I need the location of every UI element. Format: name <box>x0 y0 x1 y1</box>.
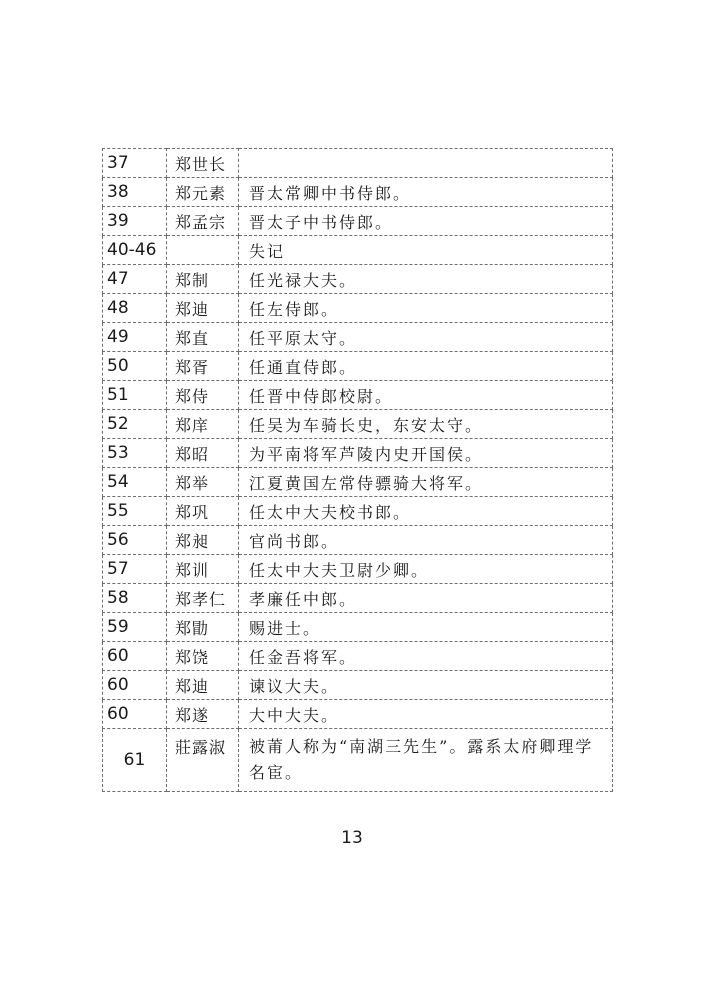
generation-cell: 60 <box>103 671 167 700</box>
table-row <box>103 294 613 323</box>
note-cell: 任光禄大夫。 <box>239 265 613 294</box>
generation-cell: 60 <box>103 642 167 671</box>
table-row <box>103 410 613 439</box>
note-cell: 任左侍郎。 <box>239 294 613 323</box>
name-cell: 郑庠 <box>167 410 239 439</box>
note-cell: 谏议大夫。 <box>239 671 613 700</box>
generation-cell: 48 <box>103 294 167 323</box>
note-cell: 任平原太守。 <box>239 323 613 352</box>
table-row <box>103 381 613 410</box>
note-cell: 大中大夫。 <box>239 700 613 729</box>
table-row <box>103 729 613 792</box>
table-row <box>103 584 613 613</box>
generation-cell: 54 <box>103 468 167 497</box>
note-cell: 任太中大夫校书郎。 <box>239 497 613 526</box>
note-cell: 任金吾将军。 <box>239 642 613 671</box>
name-cell: 郑迪 <box>167 294 239 323</box>
name-cell: 郑勖 <box>167 613 239 642</box>
table-row <box>103 700 613 729</box>
name-cell: 郑制 <box>167 265 239 294</box>
table-row <box>103 497 613 526</box>
name-cell: 郑孟宗 <box>167 207 239 236</box>
note-cell: 赐进士。 <box>239 613 613 642</box>
note-cell: 任太中大夫卫尉少卿。 <box>239 555 613 584</box>
name-cell <box>167 236 239 265</box>
page-number: 13 <box>341 828 363 848</box>
note-cell: 被莆人称为“南湖三先生”。露系太府卿理学名宦。 <box>239 729 613 792</box>
generation-cell: 50 <box>103 352 167 381</box>
name-cell: 郑元素 <box>167 178 239 207</box>
generation-cell: 38 <box>103 178 167 207</box>
table-row <box>103 642 613 671</box>
table-row <box>103 236 613 265</box>
name-cell: 郑孝仁 <box>167 584 239 613</box>
name-cell: 郑训 <box>167 555 239 584</box>
name-cell: 郑举 <box>167 468 239 497</box>
generation-cell: 53 <box>103 439 167 468</box>
note-cell: 晋太常卿中书侍郎。 <box>239 178 613 207</box>
table-row <box>103 613 613 642</box>
table-row <box>103 178 613 207</box>
note-cell: 晋太子中书侍郎。 <box>239 207 613 236</box>
generation-cell: 52 <box>103 410 167 439</box>
table-row <box>103 671 613 700</box>
note-cell: 失记 <box>239 236 613 265</box>
name-cell: 郑昶 <box>167 526 239 555</box>
generation-cell: 58 <box>103 584 167 613</box>
table-row <box>103 207 613 236</box>
generation-cell: 51 <box>103 381 167 410</box>
name-cell: 郑昭 <box>167 439 239 468</box>
table-row <box>103 352 613 381</box>
table-body <box>103 149 613 792</box>
note-cell: 江夏黄国左常侍骠骑大将军。 <box>239 468 613 497</box>
generation-cell: 40-46 <box>103 236 167 265</box>
note-cell: 为平南将军芦陵内史开国侯。 <box>239 439 613 468</box>
name-cell: 郑胥 <box>167 352 239 381</box>
name-cell: 郑饶 <box>167 642 239 671</box>
note-cell: 任晋中侍郎校尉。 <box>239 381 613 410</box>
note-cell: 任吴为车骑长史，东安太守。 <box>239 410 613 439</box>
generation-cell: 47 <box>103 265 167 294</box>
table-row <box>103 265 613 294</box>
table-row <box>103 555 613 584</box>
generation-cell: 59 <box>103 613 167 642</box>
table-row <box>103 149 613 178</box>
generation-cell: 57 <box>103 555 167 584</box>
name-cell: 郑世长 <box>167 149 239 178</box>
generation-cell: 39 <box>103 207 167 236</box>
note-cell <box>239 149 613 178</box>
name-cell: 莊露淑 <box>167 729 239 792</box>
name-cell: 郑遂 <box>167 700 239 729</box>
note-cell: 官尚书郎。 <box>239 526 613 555</box>
table-row <box>103 439 613 468</box>
generation-cell: 56 <box>103 526 167 555</box>
table-row <box>103 323 613 352</box>
generation-cell: 37 <box>103 149 167 178</box>
table-row <box>103 526 613 555</box>
note-cell: 孝廉任中郎。 <box>239 584 613 613</box>
generation-cell: 55 <box>103 497 167 526</box>
name-cell: 郑直 <box>167 323 239 352</box>
name-cell: 郑巩 <box>167 497 239 526</box>
generation-cell: 60 <box>103 700 167 729</box>
table-row <box>103 468 613 497</box>
name-cell: 郑侍 <box>167 381 239 410</box>
note-cell: 任通直侍郎。 <box>239 352 613 381</box>
generation-cell: 61 <box>103 729 167 792</box>
name-cell: 郑迪 <box>167 671 239 700</box>
generation-cell: 49 <box>103 323 167 352</box>
genealogy-table <box>102 148 613 792</box>
